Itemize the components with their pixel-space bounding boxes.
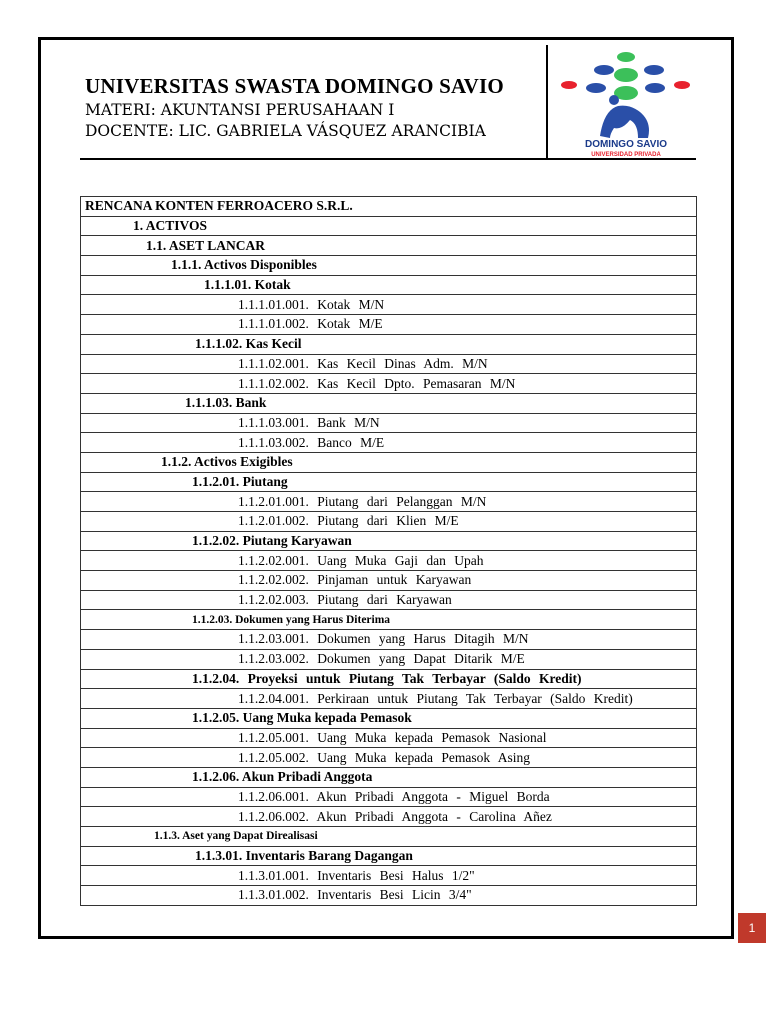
account-row [81, 354, 697, 374]
lecturer-line: DOCENTE: LIC. GABRIELA VÁSQUEZ ARANCIBIA [85, 122, 486, 140]
page-number-badge: 1 [738, 913, 766, 943]
svg-text:DOMINGO SAVIO: DOMINGO SAVIO [584, 139, 668, 150]
account-row [81, 492, 697, 512]
account-row [81, 551, 697, 571]
account-label: 1.1.2.03.002. Dokumen yang Dapat Ditarik M/E [81, 649, 697, 669]
svg-text:UNIVERSIDAD PRIVADA: UNIVERSIDAD PRIVADA [591, 152, 661, 158]
account-label: 1.1.1.03.002. Banco M/E [81, 433, 697, 453]
account-row [81, 413, 697, 433]
header-rule [80, 158, 696, 160]
account-row [81, 630, 697, 650]
account-row [81, 610, 697, 630]
account-label: 1.1.2.04. Proyeksi untuk Piutang Tak Terbayar (Saldo Kredit) [81, 669, 697, 689]
account-row [81, 197, 697, 217]
account-label: 1.1.2.02.003. Piutang dari Karyawan [81, 590, 697, 610]
account-label: 1.1.2.02.001. Uang Muka Gaji dan Upah [81, 551, 697, 571]
account-row [81, 748, 697, 768]
account-label: 1.1.2.06.001. Akun Pribadi Anggota - Miguel Borda [81, 787, 697, 807]
account-row [81, 767, 697, 787]
account-row [81, 452, 697, 472]
account-label: 1.1.1.01.001. Kotak M/N [81, 295, 697, 315]
account-label: 1.1.2.04.001. Perkiraan untuk Piutang Tak Terbayar (Saldo Kredit) [81, 689, 697, 709]
account-row [81, 295, 697, 315]
account-row [81, 827, 697, 847]
account-row [81, 708, 697, 728]
account-label: 1.1.2.05.002. Uang Muka kepada Pemasok Asing [81, 748, 697, 768]
account-row [81, 689, 697, 709]
account-row [81, 846, 697, 866]
account-label: 1.1.1.02.002. Kas Kecil Dpto. Pemasaran M/N [81, 374, 697, 394]
account-row [81, 886, 697, 906]
university-title: UNIVERSITAS SWASTA DOMINGO SAVIO [85, 74, 504, 98]
account-label: 1.1.2.06. Akun Pribadi Anggota [81, 767, 697, 787]
subject-line: MATERI: AKUNTANSI PERUSAHAAN I [85, 101, 395, 119]
account-row [81, 807, 697, 827]
account-row [81, 728, 697, 748]
account-row [81, 315, 697, 335]
account-row [81, 374, 697, 394]
account-label: RENCANA KONTEN FERROACERO S.R.L. [81, 197, 697, 217]
account-label: 1.1.2.03.001. Dokumen yang Harus Ditagih M/N [81, 630, 697, 650]
account-row [81, 669, 697, 689]
account-label: 1.1.2.05.001. Uang Muka kepada Pemasok Nasional [81, 728, 697, 748]
account-label: 1.1.1.02.001. Kas Kecil Dinas Adm. M/N [81, 354, 697, 374]
account-row [81, 236, 697, 256]
account-label: 1.1.2. Activos Exigibles [81, 452, 697, 472]
account-row [81, 787, 697, 807]
account-row [81, 393, 697, 413]
account-label: 1.1.3.01. Inventaris Barang Dagangan [81, 846, 697, 866]
account-label: 1.1.1. Activos Disponibles [81, 256, 697, 276]
account-row [81, 275, 697, 295]
header-divider [546, 45, 548, 160]
account-label: 1.1.1.02. Kas Kecil [81, 334, 697, 354]
account-label: 1.1.1.01.002. Kotak M/E [81, 315, 697, 335]
account-label: 1.1.2.05. Uang Muka kepada Pemasok [81, 708, 697, 728]
account-label: 1.1. ASET LANCAR [81, 236, 697, 256]
account-row [81, 334, 697, 354]
account-label: 1.1.2.06.002. Akun Pribadi Anggota - Carolina Añez [81, 807, 697, 827]
account-label: 1.1.3.01.001. Inventaris Besi Halus 1/2" [81, 866, 697, 886]
account-row [81, 571, 697, 591]
account-row [81, 649, 697, 669]
account-label: 1.1.2.01.001. Piutang dari Pelanggan M/N [81, 492, 697, 512]
chart-of-accounts-table [80, 196, 697, 906]
account-label: 1.1.3. Aset yang Dapat Direalisasi [81, 827, 697, 847]
account-row [81, 866, 697, 886]
account-label: 1.1.3.01.002. Inventaris Besi Licin 3/4" [81, 886, 697, 906]
account-row [81, 433, 697, 453]
university-logo [556, 48, 696, 158]
account-label: 1.1.1.01. Kotak [81, 275, 697, 295]
account-label: 1.1.2.01. Piutang [81, 472, 697, 492]
account-row [81, 256, 697, 276]
account-row [81, 512, 697, 532]
account-row [81, 531, 697, 551]
account-label: 1. ACTIVOS [81, 216, 697, 236]
account-row [81, 472, 697, 492]
account-row [81, 590, 697, 610]
account-label: 1.1.2.02.002. Pinjaman untuk Karyawan [81, 571, 697, 591]
account-label: 1.1.1.03. Bank [81, 393, 697, 413]
account-label: 1.1.1.03.001. Bank M/N [81, 413, 697, 433]
account-row [81, 216, 697, 236]
account-label: 1.1.2.01.002. Piutang dari Klien M/E [81, 512, 697, 532]
account-label: 1.1.2.02. Piutang Karyawan [81, 531, 697, 551]
account-label: 1.1.2.03. Dokumen yang Harus Diterima [81, 610, 697, 630]
